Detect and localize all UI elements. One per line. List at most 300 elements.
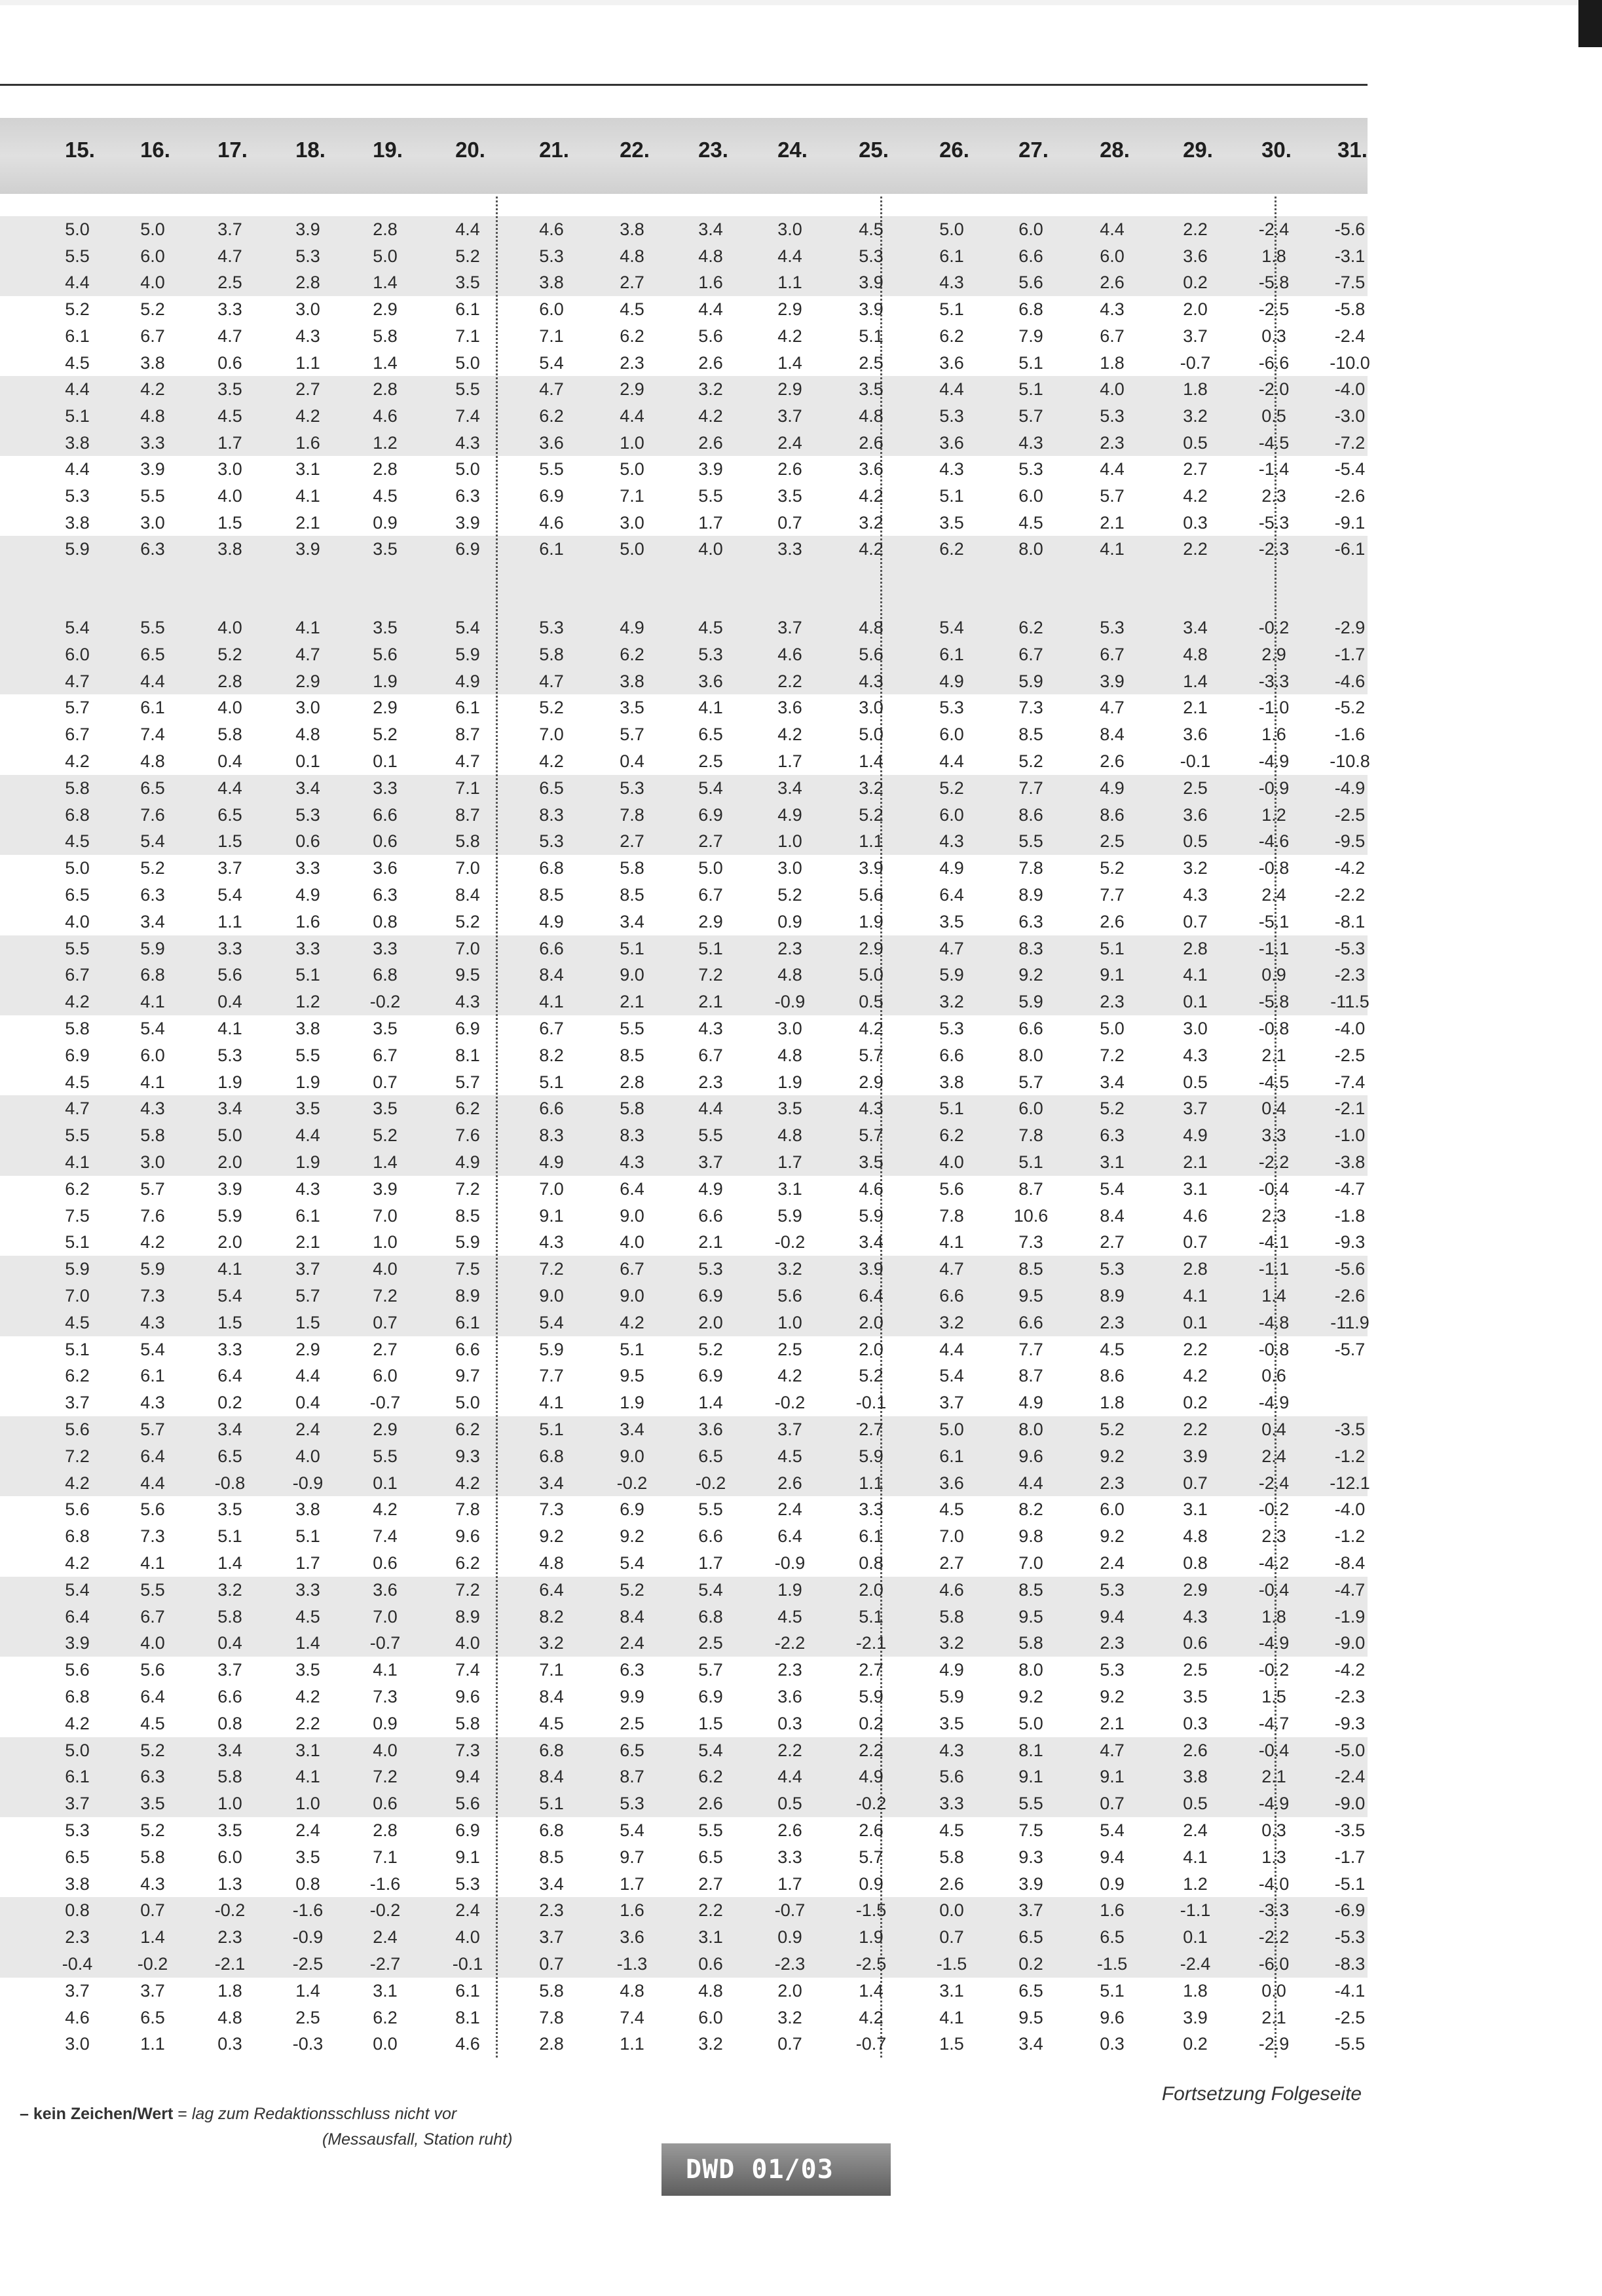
table-cell: 8.4 — [539, 1767, 564, 1787]
table-cell: 6.5 — [1100, 1927, 1125, 1948]
table-cell: 5.9 — [217, 1205, 242, 1226]
table-cell: 2.8 — [620, 1072, 644, 1092]
table-cell: 8.9 — [455, 1606, 480, 1627]
table-cell: 7.4 — [455, 1660, 480, 1680]
table-cell: -1.1 — [1258, 938, 1290, 958]
table-cell: 3.2 — [1183, 858, 1208, 878]
table-cell: -0.9 — [292, 1927, 324, 1948]
table-cell: 4.1 — [140, 1072, 165, 1092]
day-header-25: 25. — [859, 138, 889, 162]
table-cell: 4.5 — [65, 831, 90, 852]
table-cell: 0.8 — [1183, 1553, 1208, 1573]
table-cell: 4.4 — [620, 405, 644, 426]
table-cell: 6.5 — [539, 778, 564, 798]
table-cell: 3.5 — [373, 1099, 398, 1119]
table-cell: 5.6 — [140, 1660, 165, 1680]
table-cell: 5.4 — [620, 1820, 644, 1840]
table-cell: 5.1 — [620, 1339, 644, 1359]
table-cell: 4.1 — [539, 992, 564, 1012]
table-cell: 3.6 — [777, 1687, 802, 1706]
table-cell: -1.2 — [1334, 1446, 1366, 1466]
table-cell: 4.6 — [939, 1579, 964, 1600]
table-cell: 0.6 — [1261, 1366, 1286, 1386]
table-cell: 5.0 — [65, 858, 90, 878]
table-cell: 1.7 — [295, 1553, 320, 1573]
table-cell: 0.9 — [373, 1713, 398, 1733]
table-cell: 4.2 — [859, 2007, 884, 2027]
table-cell: 3.6 — [620, 1927, 644, 1948]
table-cell: -0.9 — [774, 992, 806, 1012]
table-cell: 4.0 — [373, 1259, 398, 1279]
table-cell: 5.4 — [65, 618, 90, 637]
table-cell: 9.9 — [620, 1687, 644, 1706]
table-cell: 5.6 — [859, 885, 884, 905]
table-cell: 1.0 — [373, 1232, 398, 1252]
table-cell: 2.2 — [1183, 539, 1208, 559]
table-cell: 6.9 — [455, 539, 480, 559]
table-cell: 3.9 — [140, 459, 165, 480]
table-cell: 3.4 — [140, 911, 165, 932]
table-cell: 6.4 — [140, 1687, 165, 1706]
table-cell: 4.5 — [217, 405, 242, 426]
table-cell: 5.8 — [65, 1019, 90, 1038]
table-cell: 6.5 — [140, 778, 165, 798]
table-cell: 1.4 — [698, 1393, 723, 1413]
table-cell: 8.0 — [1018, 1660, 1043, 1680]
table-cell: 4.3 — [939, 1740, 964, 1760]
table-cell: 4.1 — [295, 1767, 320, 1787]
table-cell: 3.0 — [777, 219, 802, 239]
table-cell: 5.3 — [295, 804, 320, 825]
table-cell: 1.6 — [1261, 725, 1286, 745]
table-cell: 3.3 — [777, 539, 802, 559]
table-cell: 5.3 — [65, 486, 90, 506]
table-cell: -4.0 — [1334, 379, 1366, 400]
table-cell: 5.4 — [698, 778, 723, 798]
table-cell: 2.0 — [217, 1232, 242, 1252]
table-cell: 6.7 — [373, 1045, 398, 1065]
table-cell: 4.1 — [939, 2007, 964, 2027]
table-cell: 1.9 — [777, 1579, 802, 1600]
table-cell: 5.5 — [140, 486, 165, 506]
table-cell: 4.0 — [373, 1740, 398, 1760]
table-cell: 5.0 — [1100, 1019, 1125, 1038]
table-cell: 4.1 — [65, 1152, 90, 1172]
table-cell: 4.5 — [1018, 512, 1043, 533]
table-cell: 9.5 — [620, 1366, 644, 1386]
table-cell: 2.6 — [698, 1794, 723, 1814]
table-cell: 5.0 — [65, 1740, 90, 1760]
table-cell: 5.2 — [140, 858, 165, 878]
table-cell: 2.6 — [777, 459, 802, 480]
table-cell: -2.2 — [1334, 885, 1366, 905]
table-cell: 2.0 — [1183, 299, 1208, 320]
table-cell: 0.5 — [777, 1794, 802, 1814]
table-cell: 4.4 — [939, 751, 964, 771]
table-cell: 8.3 — [1018, 938, 1043, 958]
table-cell: 1.4 — [1183, 671, 1208, 691]
table-cell: 2.5 — [1100, 831, 1125, 852]
table-cell: 4.3 — [140, 1312, 165, 1332]
table-cell: -0.9 — [1258, 778, 1290, 798]
table-cell: 3.7 — [65, 1794, 90, 1814]
table-cell: 5.9 — [859, 1446, 884, 1466]
table-cell: 4.1 — [939, 1232, 964, 1252]
table-cell: 3.6 — [1183, 246, 1208, 266]
table-cell: 3.7 — [777, 618, 802, 637]
table-cell: 4.3 — [1183, 885, 1208, 905]
table-cell: 5.6 — [65, 1660, 90, 1680]
table-cell: 6.8 — [65, 1526, 90, 1547]
table-cell: 3.8 — [140, 352, 165, 373]
table-cell: 0.2 — [859, 1713, 884, 1733]
table-cell: 8.5 — [539, 1847, 564, 1867]
table-cell: 4.2 — [859, 539, 884, 559]
table-cell: 3.8 — [539, 273, 564, 293]
table-cell: 5.9 — [455, 644, 480, 664]
table-cell: -12.1 — [1330, 1473, 1370, 1493]
table-cell: -2.9 — [1334, 618, 1366, 637]
table-cell: -9.0 — [1334, 1633, 1366, 1653]
table-cell: 1.4 — [140, 1927, 165, 1948]
table-cell: 7.0 — [455, 858, 480, 878]
table-cell: 4.2 — [777, 725, 802, 745]
table-cell: 1.7 — [777, 1152, 802, 1172]
table-cell: 0.5 — [1183, 432, 1208, 453]
table-cell: 3.2 — [859, 778, 884, 798]
table-cell: 4.8 — [859, 618, 884, 637]
table-cell: 5.8 — [140, 1847, 165, 1867]
table-cell: 6.0 — [1018, 219, 1043, 239]
table-cell: 4.6 — [455, 2034, 480, 2054]
table-cell: 8.2 — [1018, 1499, 1043, 1520]
table-cell: -0.2 — [1258, 1660, 1290, 1680]
table-cell: 9.5 — [1018, 1286, 1043, 1306]
table-cell: 3.7 — [1183, 326, 1208, 346]
table-cell: 5.7 — [859, 1847, 884, 1867]
table-cell: 5.3 — [939, 1019, 964, 1038]
table-cell: -7.2 — [1334, 432, 1366, 453]
table-cell: 1.6 — [698, 273, 723, 293]
table-cell: 6.1 — [859, 1526, 884, 1547]
table-cell: 5.5 — [539, 459, 564, 480]
table-cell: 7.4 — [455, 405, 480, 426]
table-cell: -1.6 — [369, 1873, 401, 1894]
table-cell: 3.9 — [1100, 671, 1125, 691]
table-cell: 2.5 — [859, 352, 884, 373]
table-cell: 2.7 — [1100, 1232, 1125, 1252]
table-cell: 3.4 — [777, 778, 802, 798]
table-cell: 4.8 — [859, 405, 884, 426]
table-cell: 4.1 — [698, 698, 723, 718]
table-cell: 3.5 — [620, 698, 644, 718]
table-cell: 6.1 — [455, 1980, 480, 2001]
table-cell: 1.6 — [1100, 1900, 1125, 1921]
table-cell: 0.4 — [620, 751, 644, 771]
table-cell: 3.6 — [373, 1579, 398, 1600]
table-cell: 0.6 — [698, 1954, 723, 1974]
table-cell: 3.4 — [698, 219, 723, 239]
table-cell: 5.5 — [1018, 1794, 1043, 1814]
table-cell: 3.4 — [217, 1420, 242, 1439]
table-cell: 3.7 — [1018, 1900, 1043, 1921]
day-header-20: 20. — [455, 138, 485, 162]
table-cell: -0.2 — [369, 1900, 401, 1921]
table-cell: -6.1 — [1334, 539, 1366, 559]
table-cell: 2.6 — [1100, 273, 1125, 293]
table-cell: -0.7 — [855, 2034, 887, 2054]
table-cell: 4.2 — [140, 379, 165, 400]
day-header-21: 21. — [539, 138, 569, 162]
table-cell: 7.1 — [539, 326, 564, 346]
table-cell: 6.0 — [939, 804, 964, 825]
table-cell: 3.8 — [65, 432, 90, 453]
table-cell: 4.4 — [455, 219, 480, 239]
table-cell: 3.5 — [217, 1499, 242, 1520]
table-cell: 0.9 — [373, 512, 398, 533]
table-cell: 6.9 — [539, 486, 564, 506]
table-cell: 3.3 — [217, 938, 242, 958]
table-cell: 5.8 — [217, 725, 242, 745]
table-cell: 6.0 — [698, 2007, 723, 2027]
table-cell: -4.5 — [1258, 432, 1290, 453]
table-cell: 4.1 — [1100, 539, 1125, 559]
table-cell: 8.9 — [1018, 885, 1043, 905]
table-cell: 4.4 — [939, 379, 964, 400]
table-cell: 6.6 — [1018, 246, 1043, 266]
table-cell: 9.5 — [455, 965, 480, 985]
table-cell: 4.5 — [859, 219, 884, 239]
table-cell: -2.5 — [292, 1954, 324, 1974]
table-cell: 4.2 — [65, 1473, 90, 1493]
table-cell: 5.1 — [539, 1072, 564, 1092]
table-cell: -2.2 — [1258, 1927, 1290, 1948]
table-cell: 0.5 — [1183, 1072, 1208, 1092]
table-cell: -0.4 — [1258, 1740, 1290, 1760]
table-cell: 6.6 — [698, 1526, 723, 1547]
table-cell: 5.8 — [1018, 1633, 1043, 1653]
table-cell: 4.1 — [1183, 1847, 1208, 1867]
table-cell: -8.4 — [1334, 1553, 1366, 1573]
table-cell: 5.9 — [939, 965, 964, 985]
table-cell: 3.7 — [1183, 1099, 1208, 1119]
table-cell: 2.2 — [859, 1740, 884, 1760]
table-cell: 5.1 — [859, 1606, 884, 1627]
table-cell: -3.1 — [1334, 246, 1366, 266]
table-cell: -2.5 — [1258, 299, 1290, 320]
table-cell: 3.5 — [939, 1713, 964, 1733]
table-cell: -5.6 — [1334, 1259, 1366, 1279]
table-cell: 9.1 — [1100, 1767, 1125, 1787]
table-cell: 7.2 — [373, 1767, 398, 1787]
table-cell: 6.8 — [539, 1820, 564, 1840]
table-cell: 2.1 — [1261, 1767, 1286, 1787]
table-cell: 5.1 — [939, 1099, 964, 1119]
table-cell: 5.3 — [1100, 1660, 1125, 1680]
table-cell: 5.8 — [620, 858, 644, 878]
table-cell: 5.7 — [620, 725, 644, 745]
table-cell: 9.4 — [455, 1767, 480, 1787]
table-cell: 3.7 — [777, 1420, 802, 1439]
table-cell: 9.0 — [620, 1446, 644, 1466]
table-cell: 4.1 — [373, 1660, 398, 1680]
table-cell: 2.3 — [1100, 992, 1125, 1012]
table-cell: 5.9 — [939, 1687, 964, 1706]
table-cell: -0.2 — [695, 1473, 726, 1493]
table-cell: 4.8 — [620, 1980, 644, 2001]
table-cell: 0.1 — [373, 751, 398, 771]
table-cell: 4.0 — [65, 911, 90, 932]
table-cell: -5.8 — [1258, 273, 1290, 293]
table-cell: 4.7 — [1100, 1740, 1125, 1760]
table-cell: 1.1 — [859, 1473, 884, 1493]
table-cell: 4.5 — [140, 1713, 165, 1733]
day-header-18: 18. — [295, 138, 326, 162]
table-cell: 3.3 — [1261, 1125, 1286, 1146]
table-cell: 2.8 — [373, 219, 398, 239]
table-cell: 5.4 — [939, 1366, 964, 1386]
table-cell: 6.3 — [140, 1767, 165, 1787]
table-cell: 2.2 — [698, 1900, 723, 1921]
table-cell: 4.5 — [777, 1446, 802, 1466]
table-cell: 5.5 — [698, 486, 723, 506]
table-cell: 5.8 — [217, 1606, 242, 1627]
table-cell: 7.5 — [455, 1259, 480, 1279]
table-cell: 6.5 — [620, 1740, 644, 1760]
table-cell: -5.3 — [1334, 938, 1366, 958]
table-cell: 3.3 — [295, 1579, 320, 1600]
table-cell: 1.5 — [217, 831, 242, 852]
table-cell: 0.3 — [217, 2034, 242, 2054]
table-cell: 0.8 — [217, 1713, 242, 1733]
table-cell: 8.4 — [539, 1687, 564, 1706]
table-cell: 0.9 — [777, 911, 802, 932]
table-cell: 8.9 — [1100, 1286, 1125, 1306]
table-cell: 0.6 — [373, 1794, 398, 1814]
table-cell: 0.0 — [939, 1900, 964, 1921]
table-cell: 5.2 — [140, 1820, 165, 1840]
table-cell: 5.0 — [373, 246, 398, 266]
table-cell: 4.2 — [859, 486, 884, 506]
table-cell: 2.8 — [373, 379, 398, 400]
table-cell: 7.5 — [65, 1205, 90, 1226]
table-cell: -5.1 — [1334, 1873, 1366, 1894]
table-cell: 2.7 — [939, 1553, 964, 1573]
table-cell: 5.1 — [1018, 379, 1043, 400]
table-cell: 2.2 — [1183, 1420, 1208, 1439]
table-cell: 9.2 — [1100, 1526, 1125, 1547]
table-cell: 3.0 — [1183, 1019, 1208, 1038]
table-cell: 7.8 — [620, 804, 644, 825]
table-cell: 3.9 — [859, 299, 884, 320]
table-cell: 3.9 — [65, 1633, 90, 1653]
table-cell: 3.2 — [939, 1633, 964, 1653]
table-cell: 8.4 — [1100, 725, 1125, 745]
table-cell: 4.3 — [140, 1099, 165, 1119]
table-cell: 5.0 — [859, 725, 884, 745]
table-cell: 6.2 — [620, 326, 644, 346]
table-cell: 2.3 — [1261, 1205, 1286, 1226]
table-cell: -2.6 — [1334, 486, 1366, 506]
table-cell: -9.1 — [1334, 512, 1366, 533]
table-cell: 1.9 — [859, 1927, 884, 1948]
table-cell: 6.8 — [539, 1740, 564, 1760]
table-cell: 4.5 — [373, 486, 398, 506]
table-cell: 1.5 — [698, 1713, 723, 1733]
table-cell: -2.1 — [855, 1633, 887, 1653]
table-cell: 8.4 — [539, 965, 564, 985]
table-cell: 2.5 — [698, 1633, 723, 1653]
table-cell: 3.8 — [620, 219, 644, 239]
table-cell: 6.4 — [777, 1526, 802, 1547]
table-cell: 3.2 — [939, 992, 964, 1012]
table-cell: 6.2 — [455, 1099, 480, 1119]
table-cell: 5.0 — [620, 459, 644, 480]
table-cell: 3.4 — [217, 1099, 242, 1119]
day-header-22: 22. — [620, 138, 650, 162]
table-cell: -2.2 — [1258, 1152, 1290, 1172]
table-cell: 6.7 — [1018, 644, 1043, 664]
table-cell: 4.5 — [65, 1312, 90, 1332]
table-cell: 5.2 — [455, 911, 480, 932]
table-cell: 0.3 — [1261, 326, 1286, 346]
table-cell: 6.1 — [455, 299, 480, 320]
table-cell: 3.3 — [373, 778, 398, 798]
table-cell: 2.6 — [859, 432, 884, 453]
table-cell: 6.9 — [65, 1045, 90, 1065]
table-cell: 2.6 — [698, 352, 723, 373]
table-cell: 5.2 — [373, 725, 398, 745]
day-header-23: 23. — [698, 138, 728, 162]
table-cell: 4.6 — [859, 1178, 884, 1199]
table-cell: -11.9 — [1330, 1312, 1369, 1332]
table-cell: 6.7 — [65, 965, 90, 985]
table-cell: 4.7 — [539, 379, 564, 400]
table-cell: 5.3 — [620, 778, 644, 798]
table-cell: 3.9 — [295, 219, 320, 239]
table-cell: 6.0 — [939, 725, 964, 745]
table-cell: -1.5 — [936, 1954, 967, 1974]
table-cell: 4.3 — [698, 1019, 723, 1038]
table-cell: 5.8 — [455, 831, 480, 852]
table-cell: 7.2 — [455, 1579, 480, 1600]
table-cell: 3.6 — [698, 671, 723, 691]
table-cell: 8.2 — [539, 1606, 564, 1627]
table-cell: 8.5 — [1018, 725, 1043, 745]
table-cell: -4.2 — [1258, 1553, 1290, 1573]
table-cell: 5.8 — [539, 644, 564, 664]
table-cell: 0.6 — [373, 1553, 398, 1573]
table-cell: 6.9 — [620, 1499, 644, 1520]
table-cell: 1.6 — [295, 911, 320, 932]
table-cell: 3.8 — [1183, 1767, 1208, 1787]
table-cell: 7.8 — [939, 1205, 964, 1226]
table-cell: 9.6 — [455, 1526, 480, 1547]
table-cell: 4.4 — [1018, 1473, 1043, 1493]
table-cell: 2.9 — [373, 1420, 398, 1439]
table-cell: 3.2 — [777, 1259, 802, 1279]
table-cell: 4.7 — [939, 1259, 964, 1279]
table-cell: -2.9 — [1258, 2034, 1290, 2054]
table-cell: 5.4 — [65, 1579, 90, 1600]
table-cell: 1.7 — [217, 432, 242, 453]
table-cell: 3.1 — [1183, 1499, 1208, 1520]
table-cell: 2.2 — [1183, 1339, 1208, 1359]
table-cell: 5.8 — [217, 1767, 242, 1787]
table-cell: 3.2 — [217, 1579, 242, 1600]
table-cell: 2.5 — [698, 751, 723, 771]
table-cell: 5.6 — [777, 1286, 802, 1306]
